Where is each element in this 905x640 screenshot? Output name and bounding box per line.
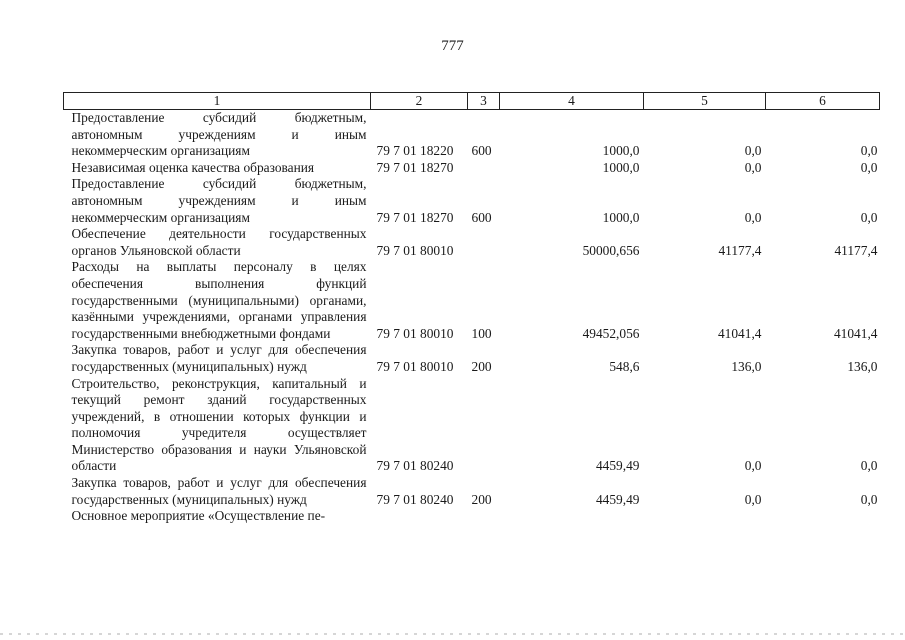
- row-name: Обеспечение деятельности государственных органов Ульяновской области: [71, 226, 367, 258]
- header-col-2: 2: [371, 93, 468, 110]
- row-value-1: 50000,656: [582, 242, 640, 258]
- row-value-3: 41177,4: [834, 242, 878, 258]
- budget-table: [63, 92, 880, 525]
- row-value-2: 41041,4: [717, 325, 762, 341]
- row-value-1: 4459,49: [595, 458, 640, 474]
- row-vr: [468, 160, 500, 177]
- row-value-3: 0,0: [860, 209, 878, 225]
- table-row: [64, 342, 880, 375]
- row-name: Закупка товаров, работ и услуг для обеспечения государственных (муниципальных) нужд: [71, 475, 367, 507]
- row-value-3: 136,0: [847, 358, 878, 374]
- table-row: [64, 160, 880, 177]
- header-col-1: 1: [64, 93, 371, 110]
- row-code: 79 7 01 18220: [376, 143, 454, 159]
- scan-edge-divider: [0, 633, 905, 635]
- row-value-2: 0,0: [744, 159, 762, 175]
- row-code: 79 7 01 80010: [376, 325, 454, 341]
- row-value-3: 0,0: [860, 458, 878, 474]
- page-number: 777: [441, 38, 464, 54]
- row-value-2: [644, 508, 766, 525]
- table-body: [64, 110, 880, 525]
- header-col-4: 4: [500, 93, 644, 110]
- row-code: 79 7 01 80010: [376, 358, 454, 374]
- row-code: 79 7 01 18270: [376, 159, 454, 175]
- row-vr: 100: [471, 325, 492, 341]
- table-row: [64, 475, 880, 508]
- table-row: [64, 508, 880, 525]
- row-vr: [468, 376, 500, 476]
- row-value-3: [766, 508, 880, 525]
- table-row: [64, 226, 880, 259]
- header-col-6: 6: [766, 93, 880, 110]
- table-row: [64, 259, 880, 342]
- row-value-1: 1000,0: [602, 159, 640, 175]
- row-vr: [468, 508, 500, 525]
- row-name: Предоставление субсидий бюджетным, автономным учреждениям и иным некоммерческим организациям: [71, 110, 367, 159]
- row-code: [371, 508, 468, 525]
- row-name: Предоставление субсидий бюджетным, автономным учреждениям и иным некоммерческим организациям: [71, 176, 367, 225]
- row-value-1: 1000,0: [602, 143, 640, 159]
- row-value-2: 0,0: [744, 143, 762, 159]
- row-value-2: 41177,4: [718, 242, 762, 258]
- row-value-3: 0,0: [860, 143, 878, 159]
- row-value-1: 4459,49: [595, 491, 640, 507]
- row-value-2: 0,0: [744, 491, 762, 507]
- row-name: Расходы на выплаты персоналу в целях обеспечения выполнения функций государственными (муниципальными) органами, казёнными учреждениями, органами управления государственными внебюджетными фондами: [71, 259, 367, 341]
- row-value-1: 1000,0: [602, 209, 640, 225]
- row-value-2: 0,0: [744, 209, 762, 225]
- header-col-5: 5: [644, 93, 766, 110]
- row-code: 79 7 01 18270: [376, 209, 454, 225]
- row-value-1: [500, 508, 644, 525]
- row-code: 79 7 01 80240: [376, 491, 454, 507]
- row-value-3: 0,0: [860, 159, 878, 175]
- row-code: 79 7 01 80010: [376, 242, 454, 258]
- row-vr: 200: [471, 358, 492, 374]
- row-code: 79 7 01 80240: [376, 458, 454, 474]
- row-name: Закупка товаров, работ и услуг для обеспечения государственных (муниципальных) нужд: [71, 342, 367, 374]
- header-row: [64, 93, 880, 110]
- table-header: [64, 93, 880, 110]
- row-vr: 200: [471, 491, 492, 507]
- row-value-2: 136,0: [731, 358, 762, 374]
- row-value-3: 41041,4: [833, 325, 878, 341]
- row-vr: [468, 226, 500, 259]
- row-value-3: 0,0: [860, 491, 878, 507]
- row-vr: 600: [471, 209, 492, 225]
- row-value-2: 0,0: [744, 458, 762, 474]
- row-vr: 600: [471, 143, 492, 159]
- row-value-1: 548,6: [609, 358, 640, 374]
- table-row: [64, 110, 880, 160]
- table-row: [64, 176, 880, 226]
- row-name: Основное мероприятие «Осуществление пе-: [71, 508, 326, 524]
- row-name: Независимая оценка качества образования: [71, 159, 315, 175]
- table-row: [64, 376, 880, 476]
- row-value-1: 49452,056: [582, 325, 640, 341]
- header-col-3: 3: [468, 93, 500, 110]
- row-name: Строительство, реконструкция, капитальный и текущий ремонт зданий государственных учреждений, в отношении которых функции и полномочия учредителя осуществляет Министерство образования и науки Ульяновской области: [71, 375, 367, 474]
